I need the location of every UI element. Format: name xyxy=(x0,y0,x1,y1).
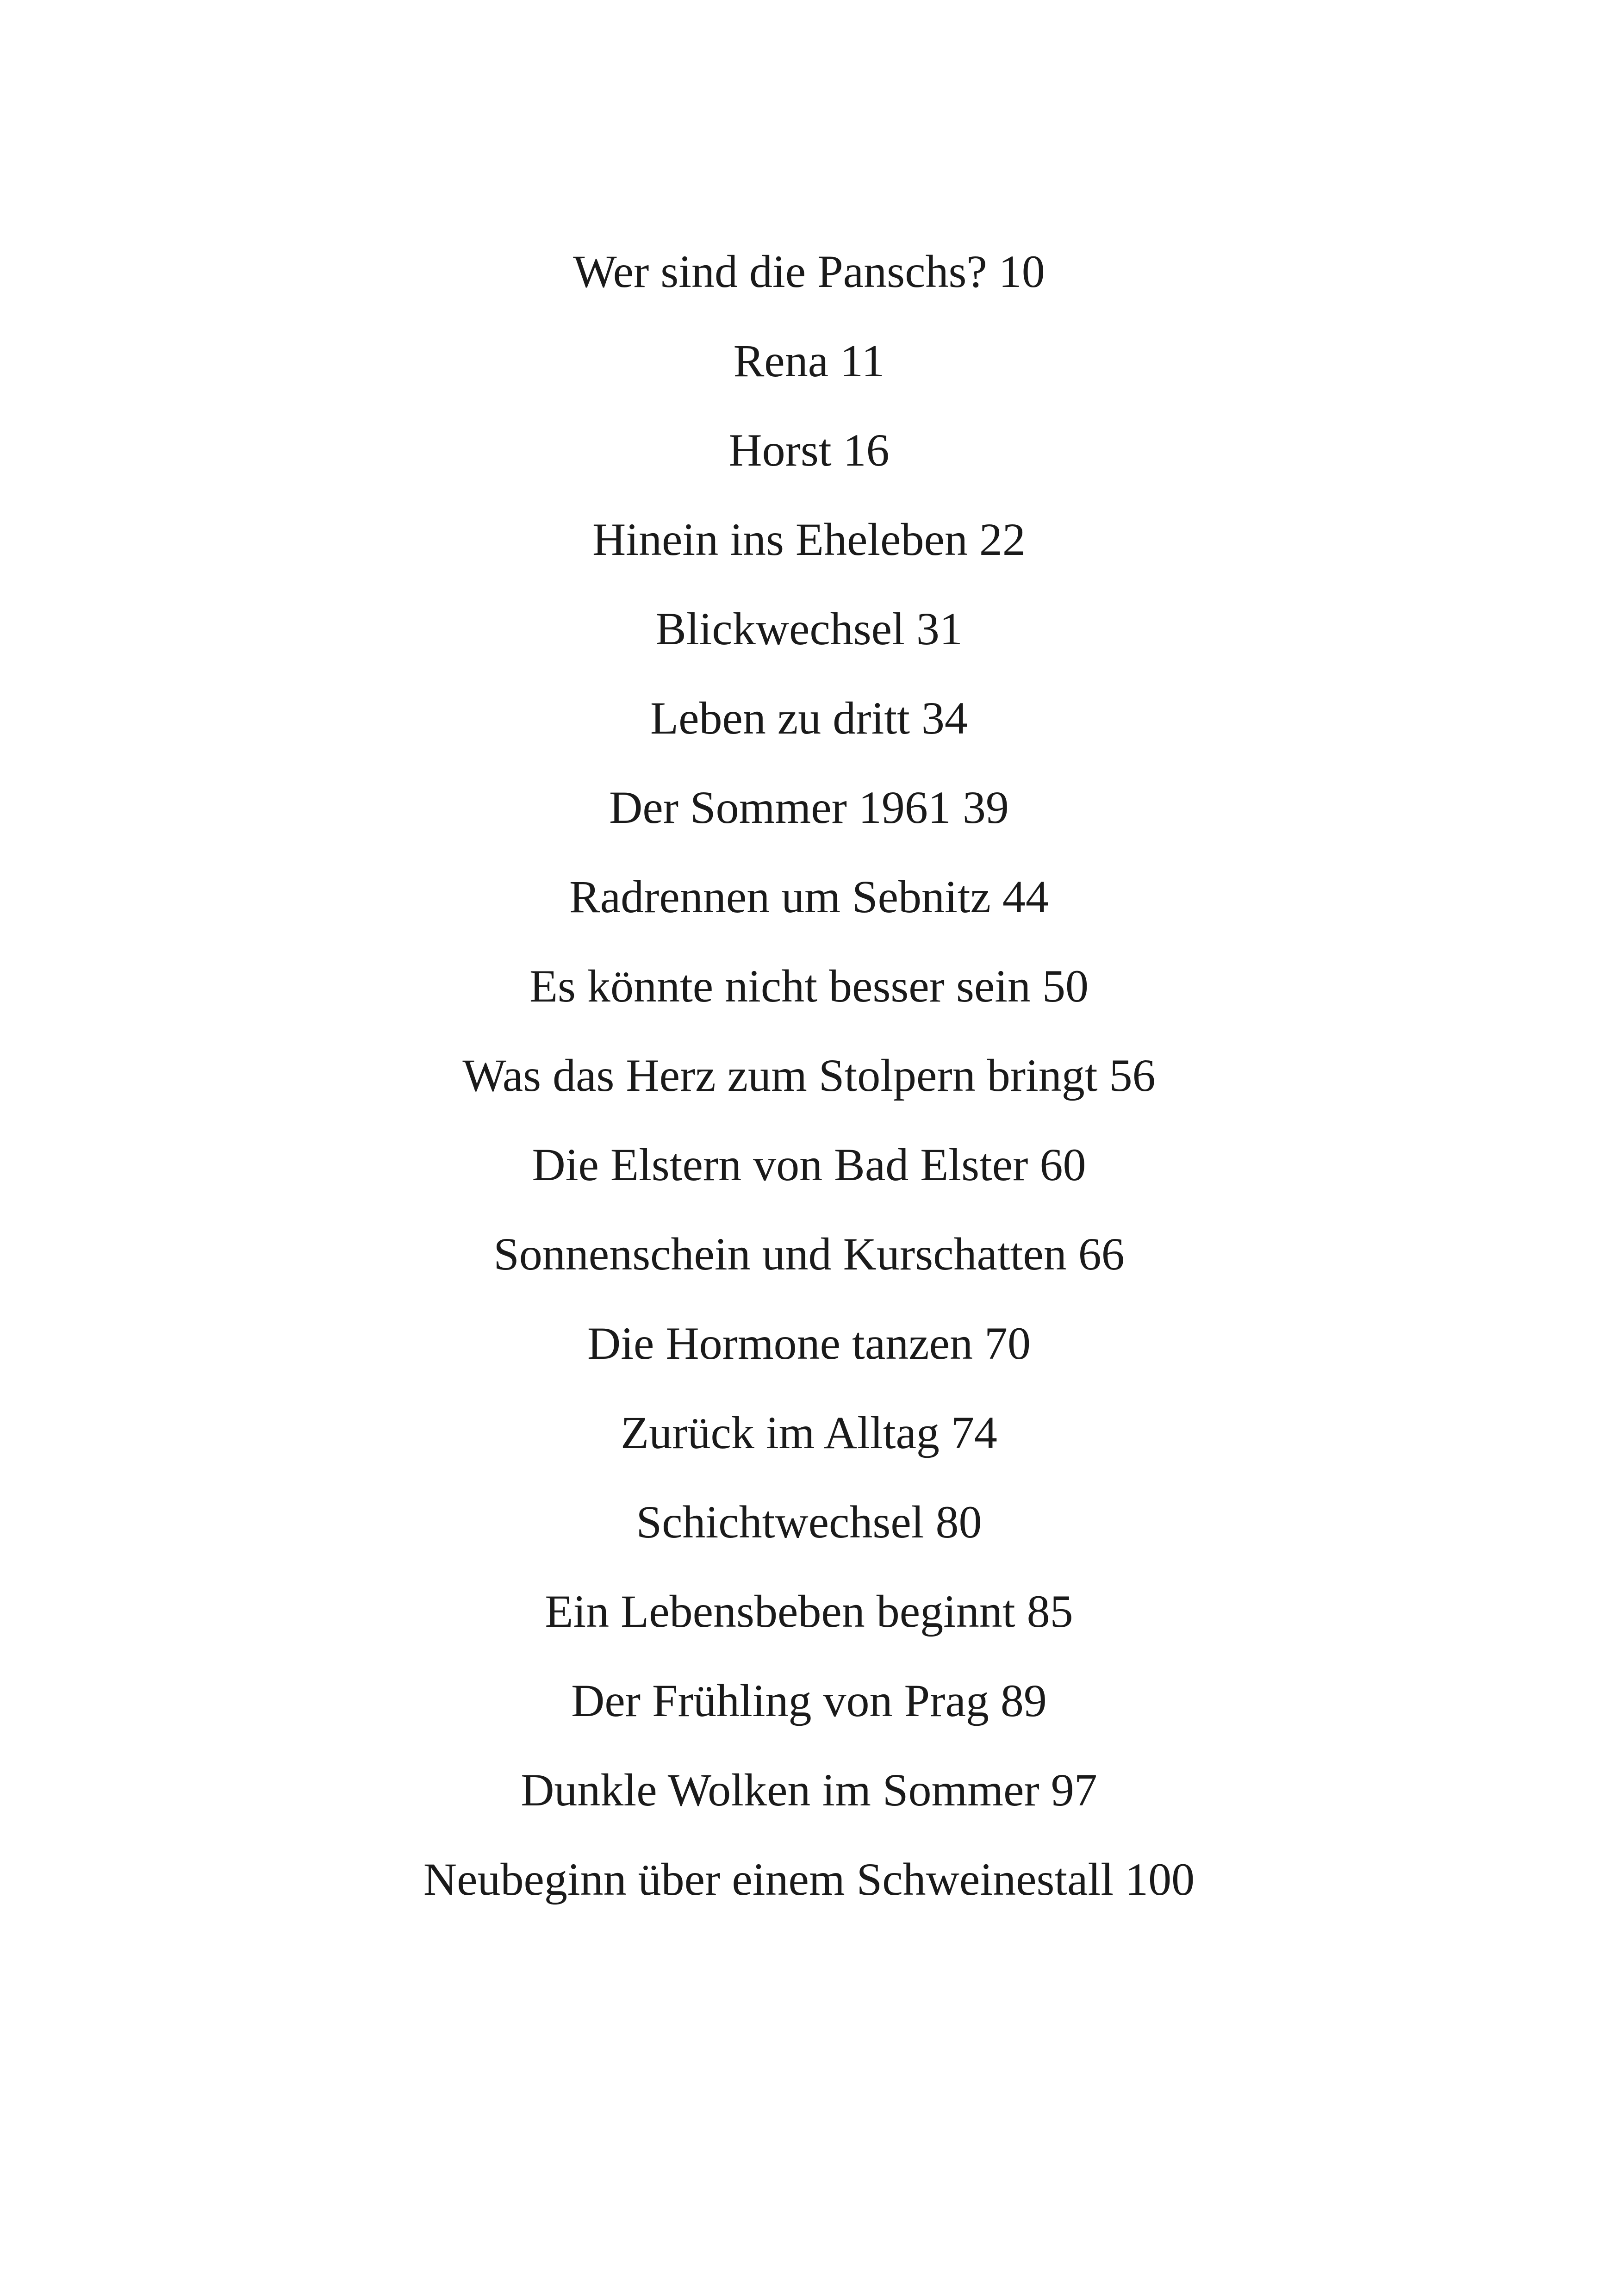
toc-entry: Dunkle Wolken im Sommer 97 xyxy=(521,1764,1097,1816)
toc-entry: Radrennen um Sebnitz 44 xyxy=(569,871,1049,922)
toc-entry: Die Hormone tanzen 70 xyxy=(587,1318,1031,1369)
toc-entry: Neubeginn über einem Schweinestall 100 xyxy=(423,1854,1195,1905)
toc-entry: Sonnenschein und Kurschatten 66 xyxy=(493,1228,1125,1280)
toc-entry: Hinein ins Eheleben 22 xyxy=(592,514,1026,565)
toc-entry: Es könnte nicht besser sein 50 xyxy=(529,960,1089,1012)
toc-entry: Horst 16 xyxy=(728,424,890,476)
toc-entry: Der Frühling von Prag 89 xyxy=(571,1675,1047,1726)
toc-entry: Was das Herz zum Stolpern bringt 56 xyxy=(462,1050,1156,1101)
toc-entry: Zurück im Alltag 74 xyxy=(621,1407,997,1458)
toc-entry: Rena 11 xyxy=(733,335,885,386)
toc-entry: Ein Lebensbeben beginnt 85 xyxy=(545,1586,1073,1637)
toc-entry: Wer sind die Panschs? 10 xyxy=(573,246,1045,297)
toc-entry: Leben zu dritt 34 xyxy=(650,692,968,744)
toc-entry: Die Elstern von Bad Elster 60 xyxy=(532,1139,1086,1190)
toc-entry: Der Sommer 1961 39 xyxy=(609,782,1009,833)
table-of-contents xyxy=(0,227,1618,1924)
toc-entry: Blickwechsel 31 xyxy=(655,603,963,654)
toc-entry: Schichtwechsel 80 xyxy=(636,1496,982,1548)
